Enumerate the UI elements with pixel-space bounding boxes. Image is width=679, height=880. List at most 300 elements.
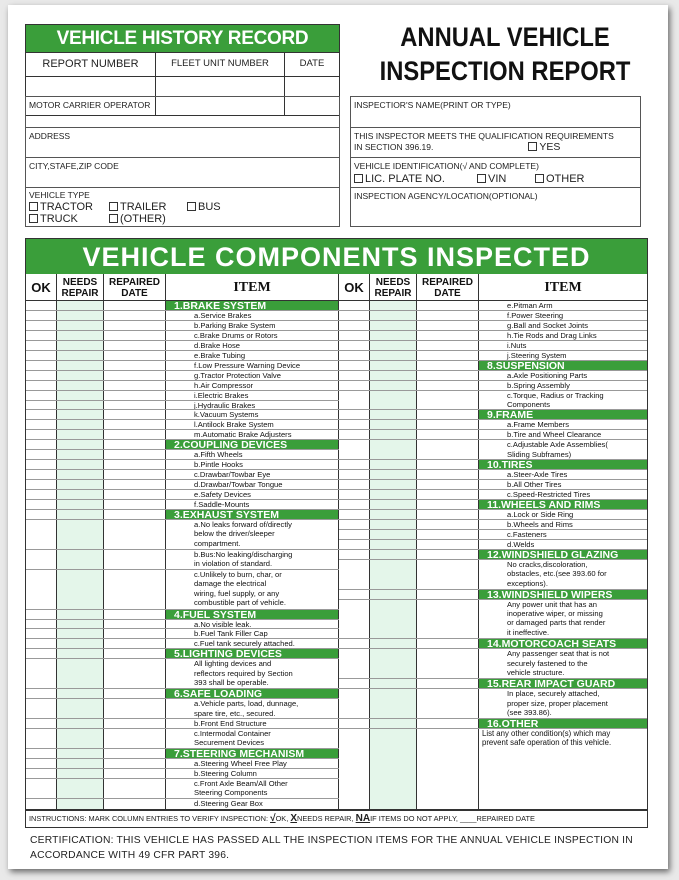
table-row (339, 729, 647, 809)
needs-repair-cell[interactable] (57, 371, 104, 380)
ok-cell[interactable] (26, 490, 57, 499)
needs-repair-cell[interactable] (370, 321, 417, 330)
repaired-date-cell[interactable] (104, 610, 166, 619)
repaired-date-cell[interactable] (104, 719, 166, 728)
ok-cell[interactable] (26, 341, 57, 350)
needs-repair-cell[interactable] (57, 639, 104, 648)
needs-repair-cell[interactable] (370, 719, 417, 728)
table-row (339, 560, 647, 590)
needs-repair-cell[interactable] (370, 361, 417, 370)
repaired-date-cell[interactable] (104, 480, 166, 489)
ok-cell[interactable] (26, 361, 57, 370)
needs-repair-cell[interactable] (370, 341, 417, 350)
ok-cell[interactable] (339, 391, 370, 410)
needs-repair-cell[interactable] (370, 540, 417, 549)
repaired-date-cell[interactable] (104, 620, 166, 629)
ok-cell[interactable] (26, 440, 57, 449)
needs-repair-cell[interactable] (57, 420, 104, 429)
needs-repair-cell[interactable] (370, 729, 417, 809)
lic-plate-label: LIC. PLATE NO. (365, 173, 445, 185)
item-label: All lighting devices and reflectors required by Section 393 shall be operable. (166, 659, 339, 688)
ok-cell[interactable] (339, 689, 370, 718)
ok-cell[interactable] (26, 649, 57, 658)
repaired-date-cell[interactable] (104, 381, 166, 390)
ok-cell[interactable] (339, 600, 370, 639)
needs-repair-cell[interactable] (57, 341, 104, 350)
needs-repair-cell[interactable] (370, 420, 417, 429)
lic-plate-checkbox[interactable] (354, 173, 477, 185)
ok-cell[interactable] (26, 610, 57, 619)
repaired-date-cell[interactable] (104, 470, 166, 479)
section-title: 14.MOTORCOACH SEATS (479, 639, 647, 648)
needs-repair-cell[interactable] (57, 610, 104, 619)
ok-cell[interactable] (26, 430, 57, 439)
ok-cell[interactable] (339, 361, 370, 370)
bus-checkbox[interactable] (187, 201, 221, 213)
repaired-date-cell[interactable] (417, 480, 479, 489)
section-title: 4.FUEL SYSTEM (166, 610, 339, 619)
ok-cell[interactable] (26, 689, 57, 698)
ok-cell[interactable] (339, 341, 370, 350)
repaired-date-cell[interactable] (417, 639, 479, 648)
table-row (339, 530, 647, 540)
repaired-date-cell[interactable] (104, 799, 166, 809)
repaired-date-cell[interactable] (104, 759, 166, 768)
needs-repair-cell[interactable] (370, 301, 417, 310)
x-mark-icon: X (290, 813, 298, 824)
ok-cell[interactable] (339, 480, 370, 489)
ok-cell[interactable] (339, 510, 370, 519)
truck-checkbox[interactable] (29, 213, 109, 225)
needs-repair-cell[interactable] (57, 699, 104, 718)
needs-repair-header: NEEDS REPAIR (370, 274, 417, 300)
repaired-date-cell[interactable] (417, 391, 479, 410)
needs-repair-cell[interactable] (57, 331, 104, 340)
section-header-row (339, 361, 647, 371)
components-left-half (26, 274, 339, 811)
repaired-date-cell[interactable] (104, 331, 166, 340)
fleet-unit-number-label: FLEET UNIT NUMBER (156, 53, 285, 76)
ok-cell[interactable] (339, 500, 370, 509)
ok-cell[interactable] (339, 530, 370, 539)
table-row (26, 430, 339, 440)
item-label: Any power unit that has an inoperative wiper, or missing or damaged parts that render it ineffective. (507, 599, 606, 637)
item-label: f.Power Steering (507, 310, 564, 320)
needs-repair-cell[interactable] (370, 381, 417, 390)
motor-carrier-field[interactable] (26, 97, 339, 128)
tractor-label: TRACTOR (40, 201, 93, 213)
repaired-date-cell[interactable] (104, 500, 166, 509)
page-title (364, 20, 646, 88)
needs-repair-cell[interactable] (370, 371, 417, 380)
needs-repair-cell[interactable] (57, 391, 104, 400)
repaired-date-cell[interactable] (417, 381, 479, 390)
repaired-date-cell[interactable] (104, 460, 166, 469)
repaired-date-cell[interactable] (104, 639, 166, 648)
repaired-date-cell[interactable] (104, 510, 166, 519)
ok-cell[interactable] (26, 371, 57, 380)
item-header: ITEM (544, 280, 582, 295)
item-label: h.Air Compressor (166, 381, 339, 390)
repaired-date-cell[interactable] (104, 321, 166, 330)
ok-cell[interactable] (26, 520, 57, 549)
repaired-date-cell[interactable] (417, 440, 479, 459)
ok-cell[interactable] (339, 490, 370, 499)
ok-cell[interactable] (339, 729, 370, 809)
table-row (339, 321, 647, 331)
ok-cell[interactable] (339, 590, 370, 599)
needs-repair-cell[interactable] (370, 430, 417, 439)
needs-repair-cell[interactable] (370, 351, 417, 360)
ok-cell[interactable] (26, 420, 57, 429)
needs-repair-cell[interactable] (57, 361, 104, 370)
repaired-date-cell[interactable] (417, 331, 479, 340)
needs-repair-cell[interactable] (57, 430, 104, 439)
address-field[interactable] (26, 128, 339, 158)
item-label: e.Pitman Arm (507, 301, 553, 310)
repaired-date-cell[interactable] (104, 440, 166, 449)
needs-repair-cell[interactable] (370, 649, 417, 678)
repaired-date-cell[interactable] (417, 679, 479, 688)
item-label: b.Tire and Wheel Clearance (507, 430, 602, 440)
ok-cell[interactable] (26, 629, 57, 638)
ok-cell[interactable] (26, 460, 57, 469)
ok-cell[interactable] (339, 550, 370, 559)
ok-cell[interactable] (26, 311, 57, 320)
ok-cell[interactable] (26, 620, 57, 629)
ok-cell[interactable] (339, 719, 370, 728)
ok-cell[interactable] (339, 639, 370, 648)
needs-repair-cell[interactable] (370, 560, 417, 589)
ok-cell[interactable] (339, 351, 370, 360)
table-row (339, 301, 647, 311)
repaired-date-cell[interactable] (417, 689, 479, 718)
repaired-date-cell[interactable] (417, 649, 479, 678)
item-label: b.Steering Column (166, 769, 339, 778)
table-row (26, 331, 339, 341)
needs-repair-cell[interactable] (57, 520, 104, 549)
needs-repair-cell[interactable] (57, 799, 104, 809)
repaired-date-cell[interactable] (417, 510, 479, 519)
repaired-date-cell[interactable] (417, 500, 479, 509)
needs-repair-header: NEEDS REPAIR (57, 274, 104, 300)
needs-repair-cell[interactable] (57, 659, 104, 688)
section-title: 9.FRAME (479, 410, 647, 419)
needs-repair-cell[interactable] (57, 749, 104, 758)
ok-cell[interactable] (339, 381, 370, 390)
ok-cell[interactable] (339, 321, 370, 330)
needs-repair-cell[interactable] (370, 460, 417, 469)
needs-repair-cell[interactable] (57, 460, 104, 469)
needs-repair-cell[interactable] (57, 440, 104, 449)
ok-cell[interactable] (26, 381, 57, 390)
ok-cell[interactable] (26, 749, 57, 758)
repaired-date-cell[interactable] (417, 729, 479, 809)
repaired-date-cell[interactable] (104, 629, 166, 638)
repaired-date-cell[interactable] (104, 420, 166, 429)
repaired-date-cell[interactable] (104, 301, 166, 310)
ok-cell[interactable] (26, 331, 57, 340)
needs-repair-cell[interactable] (57, 301, 104, 310)
ok-header: OK (339, 274, 370, 300)
ok-cell[interactable] (26, 570, 57, 609)
needs-repair-cell[interactable] (57, 450, 104, 459)
needs-repair-cell[interactable] (57, 470, 104, 479)
ok-cell[interactable] (26, 639, 57, 648)
inspector-info-box (350, 96, 641, 227)
needs-repair-cell[interactable] (57, 769, 104, 778)
item-label: j.Steering System (507, 350, 567, 360)
repaired-date-cell[interactable] (104, 311, 166, 320)
ok-cell[interactable] (26, 759, 57, 768)
item-label: a.Fifth Wheels (166, 450, 339, 459)
needs-repair-cell[interactable] (370, 440, 417, 459)
item-label: b.Fuel Tank Filler Cap (166, 629, 339, 638)
ok-cell[interactable] (26, 659, 57, 688)
inspection-agency-field[interactable] (351, 188, 640, 226)
repaired-date-cell[interactable] (417, 520, 479, 529)
table-row (339, 331, 647, 341)
repaired-date-cell[interactable] (417, 530, 479, 539)
ok-cell[interactable] (26, 450, 57, 459)
table-row (26, 381, 339, 391)
report-number-label: REPORT NUMBER (26, 53, 156, 76)
repaired-date-cell[interactable] (104, 391, 166, 400)
ok-cell[interactable] (339, 430, 370, 439)
ok-cell[interactable] (26, 351, 57, 360)
repaired-date-cell[interactable] (104, 450, 166, 459)
repaired-date-cell[interactable] (417, 460, 479, 469)
ok-cell[interactable] (339, 420, 370, 429)
repaired-date-cell[interactable] (417, 361, 479, 370)
instr-needs-repair: NEEDS REPAIR, (297, 814, 354, 823)
instructions-lead: INSTRUCTIONS: MARK COLUMN ENTRIES TO VERIFY INSPECTION: (29, 814, 268, 823)
repaired-date-cell[interactable] (104, 729, 166, 748)
ok-cell[interactable] (339, 649, 370, 678)
repaired-date-cell[interactable] (417, 600, 479, 639)
ok-cell[interactable] (26, 480, 57, 489)
column-headers (339, 274, 647, 301)
needs-repair-cell[interactable] (370, 550, 417, 559)
needs-repair-cell[interactable] (57, 649, 104, 658)
tractor-checkbox[interactable] (29, 201, 109, 213)
needs-repair-cell[interactable] (57, 719, 104, 728)
needs-repair-cell[interactable] (370, 520, 417, 529)
ok-cell[interactable] (339, 301, 370, 310)
truck-label: TRUCK (40, 213, 78, 225)
check-mark-icon: √ (270, 813, 276, 824)
section-header-row (339, 639, 647, 649)
ok-cell[interactable] (26, 391, 57, 400)
ok-cell[interactable] (26, 729, 57, 748)
yes-checkbox[interactable] (528, 141, 560, 153)
table-row (26, 500, 339, 510)
repaired-date-cell[interactable] (104, 410, 166, 419)
repaired-date-cell[interactable] (417, 590, 479, 599)
ok-cell[interactable] (339, 440, 370, 459)
repaired-date-cell[interactable] (417, 341, 479, 350)
ok-cell[interactable] (26, 510, 57, 519)
ok-cell[interactable] (339, 520, 370, 529)
needs-repair-cell[interactable] (370, 391, 417, 410)
needs-repair-cell[interactable] (57, 311, 104, 320)
repaired-date-cell[interactable] (417, 371, 479, 380)
city-state-zip-field[interactable] (26, 158, 339, 188)
instructions (25, 810, 648, 828)
table-row (26, 371, 339, 381)
repaired-date-cell[interactable] (417, 420, 479, 429)
vin-checkbox[interactable] (477, 173, 535, 185)
section-header-row (339, 550, 647, 560)
other-type-checkbox[interactable] (109, 213, 166, 225)
needs-repair-cell[interactable] (57, 779, 104, 798)
needs-repair-cell[interactable] (57, 629, 104, 638)
table-row (339, 351, 647, 361)
components-title: VEHICLE COMPONENTS INSPECTED (26, 239, 647, 274)
section-title: 6.SAFE LOADING (166, 689, 339, 698)
repaired-date-cell[interactable] (104, 699, 166, 718)
column-headers (26, 274, 339, 301)
repaired-date-cell[interactable] (104, 401, 166, 410)
repaired-date-cell[interactable] (417, 719, 479, 728)
needs-repair-cell[interactable] (57, 729, 104, 748)
needs-repair-cell[interactable] (57, 510, 104, 519)
needs-repair-cell[interactable] (57, 351, 104, 360)
repaired-date-cell[interactable] (104, 341, 166, 350)
ok-cell[interactable] (339, 540, 370, 549)
needs-repair-cell[interactable] (370, 311, 417, 320)
vehicle-type (26, 188, 339, 226)
item-label: c.Adjustable Axle Assemblies( Sliding Subframes) (507, 440, 608, 459)
needs-repair-cell[interactable] (370, 480, 417, 489)
needs-repair-cell[interactable] (57, 620, 104, 629)
ok-cell[interactable] (26, 401, 57, 410)
item-label: c.Brake Drums or Rotors (166, 331, 339, 340)
repaired-date-cell[interactable] (417, 311, 479, 320)
item-label: List any other condition(s) which may prevent safe operation of this vehicle. (482, 729, 612, 748)
repaired-date-cell[interactable] (104, 371, 166, 380)
vehicle-identification (351, 158, 640, 188)
ok-cell[interactable] (26, 799, 57, 809)
inspector-name-label: INSPECTIOR'S NAME(PRINT OR TYPE) (354, 100, 511, 110)
other-id-checkbox[interactable] (535, 173, 585, 185)
ok-cell[interactable] (26, 470, 57, 479)
ok-cell[interactable] (339, 371, 370, 380)
repaired-date-cell[interactable] (417, 321, 479, 330)
repaired-date-cell[interactable] (104, 769, 166, 778)
repaired-date-cell[interactable] (417, 550, 479, 559)
ok-cell[interactable] (339, 679, 370, 688)
repaired-date-cell[interactable] (104, 550, 166, 569)
table-row (26, 341, 339, 351)
needs-repair-cell[interactable] (370, 331, 417, 340)
needs-repair-cell[interactable] (57, 759, 104, 768)
repaired-date-cell[interactable] (417, 470, 479, 479)
needs-repair-cell[interactable] (57, 410, 104, 419)
ok-cell[interactable] (26, 779, 57, 798)
item-label: e.Brake Tubing (166, 351, 339, 360)
needs-repair-cell[interactable] (370, 470, 417, 479)
needs-repair-cell[interactable] (370, 510, 417, 519)
repaired-date-cell[interactable] (417, 301, 479, 310)
needs-repair-cell[interactable] (57, 401, 104, 410)
ok-cell[interactable] (339, 560, 370, 589)
ok-cell[interactable] (26, 550, 57, 569)
needs-repair-cell[interactable] (370, 679, 417, 688)
repaired-date-cell[interactable] (104, 689, 166, 698)
repaired-date-cell[interactable] (104, 490, 166, 499)
section-header-row (339, 410, 647, 420)
needs-repair-cell[interactable] (57, 570, 104, 609)
item-label: a.Frame Members (507, 420, 570, 430)
ok-cell[interactable] (26, 301, 57, 310)
ok-cell[interactable] (26, 410, 57, 419)
needs-repair-cell[interactable] (370, 590, 417, 599)
ok-cell[interactable] (339, 410, 370, 419)
needs-repair-cell[interactable] (57, 550, 104, 569)
repaired-date-cell[interactable] (104, 351, 166, 360)
needs-repair-cell[interactable] (370, 410, 417, 419)
needs-repair-cell[interactable] (370, 600, 417, 639)
repaired-date-cell[interactable] (417, 410, 479, 419)
needs-repair-cell[interactable] (57, 689, 104, 698)
repaired-date-cell[interactable] (104, 570, 166, 609)
item-label: b.Bus:No leaking/discharging in violation of standard. (166, 550, 339, 569)
ok-cell[interactable] (339, 311, 370, 320)
repaired-date-cell[interactable] (417, 560, 479, 589)
needs-repair-cell[interactable] (57, 490, 104, 499)
repaired-date-cell[interactable] (104, 779, 166, 798)
repaired-date-cell[interactable] (417, 430, 479, 439)
needs-repair-cell[interactable] (370, 639, 417, 648)
ok-cell[interactable] (26, 500, 57, 509)
item-label: g.Tractor Protection Valve (166, 371, 339, 380)
needs-repair-cell[interactable] (370, 689, 417, 718)
repaired-date-cell[interactable] (104, 749, 166, 758)
history-title: VEHICLE HISTORY RECORD (26, 25, 339, 52)
repaired-date-cell[interactable] (104, 659, 166, 688)
needs-repair-cell[interactable] (57, 321, 104, 330)
ok-cell[interactable] (339, 460, 370, 469)
repaired-date-cell[interactable] (104, 430, 166, 439)
repaired-date-cell[interactable] (104, 361, 166, 370)
needs-repair-cell[interactable] (57, 500, 104, 509)
needs-repair-cell[interactable] (370, 500, 417, 509)
inspector-name-field[interactable] (351, 97, 640, 128)
trailer-checkbox[interactable] (109, 201, 187, 213)
ok-cell[interactable] (26, 769, 57, 778)
ok-cell[interactable] (339, 331, 370, 340)
section-title: 5.LIGHTING DEVICES (166, 649, 339, 658)
table-row (339, 391, 647, 411)
repaired-date-cell[interactable] (417, 540, 479, 549)
repaired-date-cell[interactable] (417, 490, 479, 499)
needs-repair-cell[interactable] (57, 381, 104, 390)
ok-cell[interactable] (26, 699, 57, 718)
item-label: d.Welds (507, 539, 535, 549)
repaired-date-cell[interactable] (104, 649, 166, 658)
ok-cell[interactable] (339, 470, 370, 479)
ok-cell[interactable] (26, 719, 57, 728)
table-row (339, 520, 647, 530)
ok-cell[interactable] (26, 321, 57, 330)
needs-repair-cell[interactable] (370, 530, 417, 539)
repaired-date-cell[interactable] (417, 351, 479, 360)
needs-repair-cell[interactable] (370, 490, 417, 499)
needs-repair-cell[interactable] (57, 480, 104, 489)
repaired-date-cell[interactable] (104, 520, 166, 549)
item-label: c.Fasteners (507, 529, 547, 539)
